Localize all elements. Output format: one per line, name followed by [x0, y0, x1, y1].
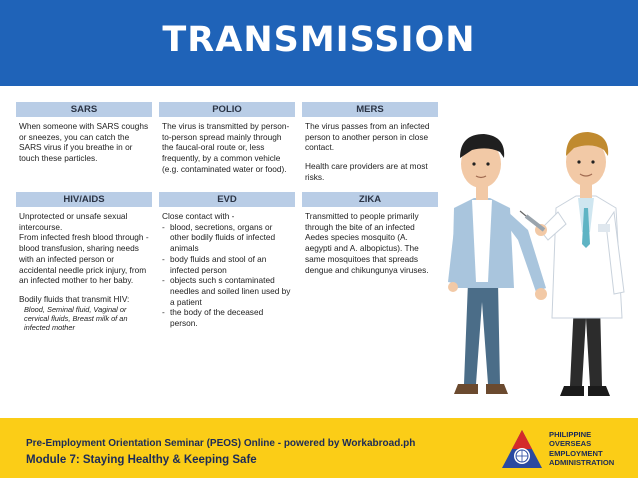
card-text: Bodily fluids that transmit HIV:: [19, 293, 130, 304]
card-text: From infected fresh blood through - blood transfusion, sharing needs with an infected person or accidental needle prick injury, from an infected mother to her baby.: [19, 232, 149, 286]
list-item: - objects such s contaminated needles and soiled linen used by a patient: [162, 275, 292, 307]
card-subtext: Blood, Seminal fluid, Vaginal or cervical fluids, Breast milk of an infected mother: [24, 304, 128, 332]
card-text: Unprotected or unsafe sexual intercourse.: [19, 211, 128, 232]
card-text: When someone with SARS coughs or sneezes, you can catch the SARS virus if you breathe in or touch these particles.: [19, 121, 149, 164]
card-hiv-aids: [16, 192, 152, 332]
footer-module-title: Module 7: Staying Healthy & Keeping Safe: [26, 454, 257, 466]
patient-doctor-illustration: [428, 112, 628, 410]
card-title: MERS: [302, 102, 438, 117]
card-mers: [302, 102, 438, 183]
card-title: SARS: [16, 102, 152, 117]
card-title: ZIKA: [302, 192, 438, 207]
card-text: The virus passes from an infected person to another person in close contact.: [305, 121, 430, 153]
card-title: EVD: [159, 192, 295, 207]
list-item: - the body of the deceased person.: [162, 307, 292, 328]
evd-list: [162, 222, 292, 329]
list-item: - blood, secretions, organs or other bodily fluids of infected animals: [162, 222, 292, 254]
card-polio: [159, 102, 295, 175]
card-sars: [16, 102, 152, 164]
card-text: Close contact with -: [162, 211, 235, 221]
card-text: The virus is transmitted by person-to-person spread mainly through the faucal-oral route or, less frequently, by a common vehicle (e.g. contaminated water or food).: [162, 121, 290, 174]
footer-seminar-title: Pre-Employment Orientation Seminar (PEOS) Online - powered by Workabroad.ph: [26, 438, 416, 449]
patient-figure: [448, 134, 547, 394]
list-item: - body fluids and stool of an infected person: [162, 254, 292, 275]
card-text: Transmitted to people primarily through the bite of an infected Aedes species mosquito (A. aegypti and A. albopictus). The same mosquitoes that spreads dengue and chikungunya viruses.: [305, 211, 429, 275]
card-text: Health care providers are at most risks.: [305, 161, 428, 182]
card-title: HIV/AIDS: [16, 192, 152, 207]
poea-name: PHILIPPINE OVERSEAS EMPLOYMENT ADMINISTRATION: [549, 430, 615, 467]
footer-bar: [0, 418, 638, 478]
card-zika: [302, 192, 438, 275]
poea-logo-icon: [500, 428, 544, 472]
card-evd: [159, 192, 295, 329]
card-title: POLIO: [159, 102, 295, 117]
page-title: TRANSMISSION: [162, 20, 476, 60]
title-banner: [0, 0, 638, 86]
